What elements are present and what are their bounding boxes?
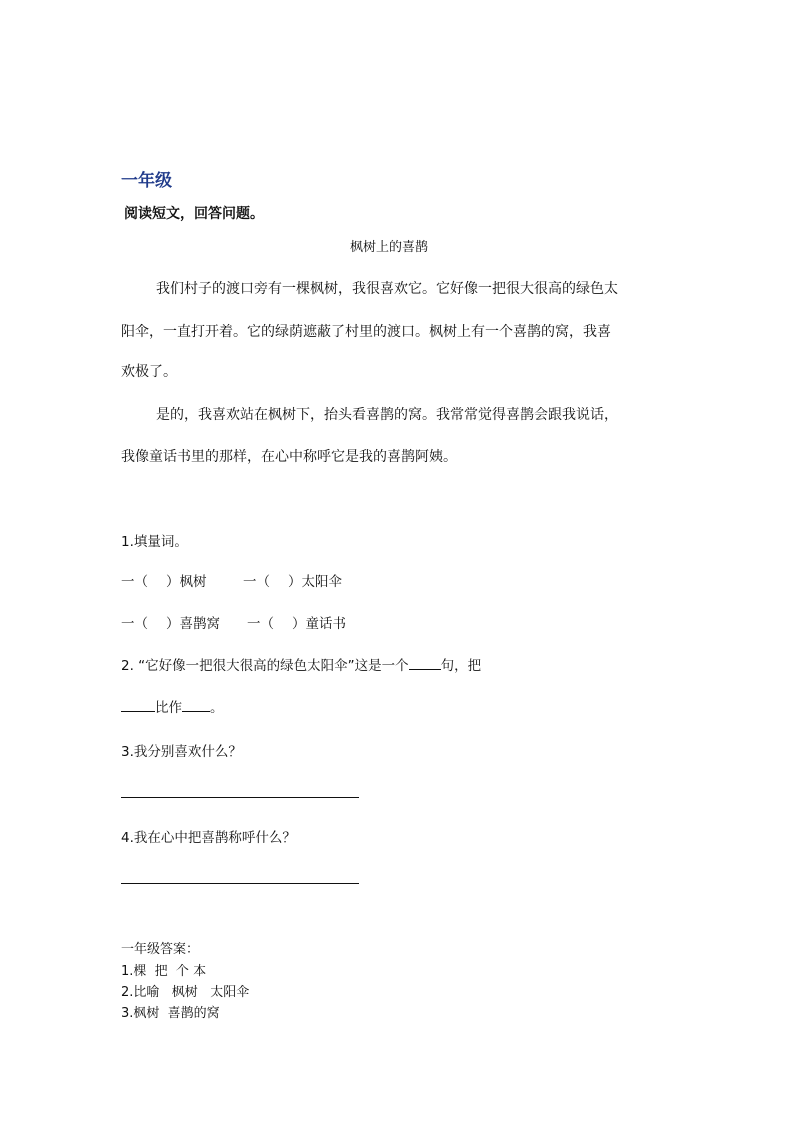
subject-blank[interactable] bbox=[121, 711, 155, 712]
question-2-line bbox=[121, 696, 224, 716]
item-prefix: 一（ bbox=[243, 574, 270, 590]
passage-line: 是的，我喜欢站在枫树下，抬头看喜鹊的窝。我常常觉得喜鹊会跟我说话， bbox=[156, 407, 618, 423]
answer-line-q4[interactable] bbox=[121, 883, 359, 884]
question-2-text: 句，把 bbox=[440, 658, 482, 674]
question-2-line bbox=[121, 654, 481, 674]
passage-line: 我们村子的渡口旁有一棵枫树，我很喜欢它。它好像一把很大很高的绿色太 bbox=[156, 281, 618, 297]
item-suffix: ）喜鹊窝 bbox=[166, 616, 220, 632]
item-prefix: 一（ bbox=[247, 616, 274, 632]
item-suffix: ）太阳伞 bbox=[288, 574, 342, 590]
sentence-type-blank[interactable] bbox=[409, 669, 441, 670]
measure-word-item bbox=[243, 570, 342, 590]
measure-word-item bbox=[121, 612, 220, 632]
instruction: 阅读短文，回答问题。 bbox=[124, 206, 264, 222]
item-suffix: ）童话书 bbox=[292, 616, 346, 632]
passage-line: 我像童话书里的那样，在心中称呼它是我的喜鹊阿姨。 bbox=[121, 449, 457, 465]
object-blank[interactable] bbox=[182, 711, 210, 712]
question-4-label: 4.我在心中把喜鹊称呼什么？ bbox=[121, 830, 296, 846]
passage-title: 枫树上的喜鹊 bbox=[350, 240, 429, 255]
item-prefix: 一（ bbox=[121, 574, 148, 590]
question-2-text: 比作 bbox=[155, 700, 182, 716]
passage-line: 欢极了。 bbox=[121, 364, 177, 380]
question-3-label: 3.我分别喜欢什么？ bbox=[121, 744, 242, 760]
answer-line: 1.棵 把 个 本 bbox=[121, 964, 207, 979]
grade-title: 一年级 bbox=[121, 171, 172, 191]
item-prefix: 一（ bbox=[121, 616, 148, 632]
answer-line: 2.比喻 枫树 太阳伞 bbox=[121, 985, 250, 1000]
item-suffix: ）枫树 bbox=[166, 574, 207, 590]
question-2-text: 。 bbox=[210, 700, 224, 716]
question-1-label: 1.填量词。 bbox=[121, 534, 188, 550]
passage-line: 阳伞，一直打开着。它的绿荫遮蔽了村里的渡口。枫树上有一个喜鹊的窝，我喜 bbox=[121, 324, 611, 340]
answers-title: 一年级答案： bbox=[121, 942, 200, 957]
measure-word-item bbox=[121, 570, 207, 590]
answer-line: 3.枫树 喜鹊的窝 bbox=[121, 1006, 220, 1021]
question-2-text: 2. “它好像一把很大很高的绿色太阳伞”这是一个 bbox=[121, 658, 409, 674]
measure-word-item bbox=[247, 612, 346, 632]
answer-line-q3[interactable] bbox=[121, 797, 359, 798]
